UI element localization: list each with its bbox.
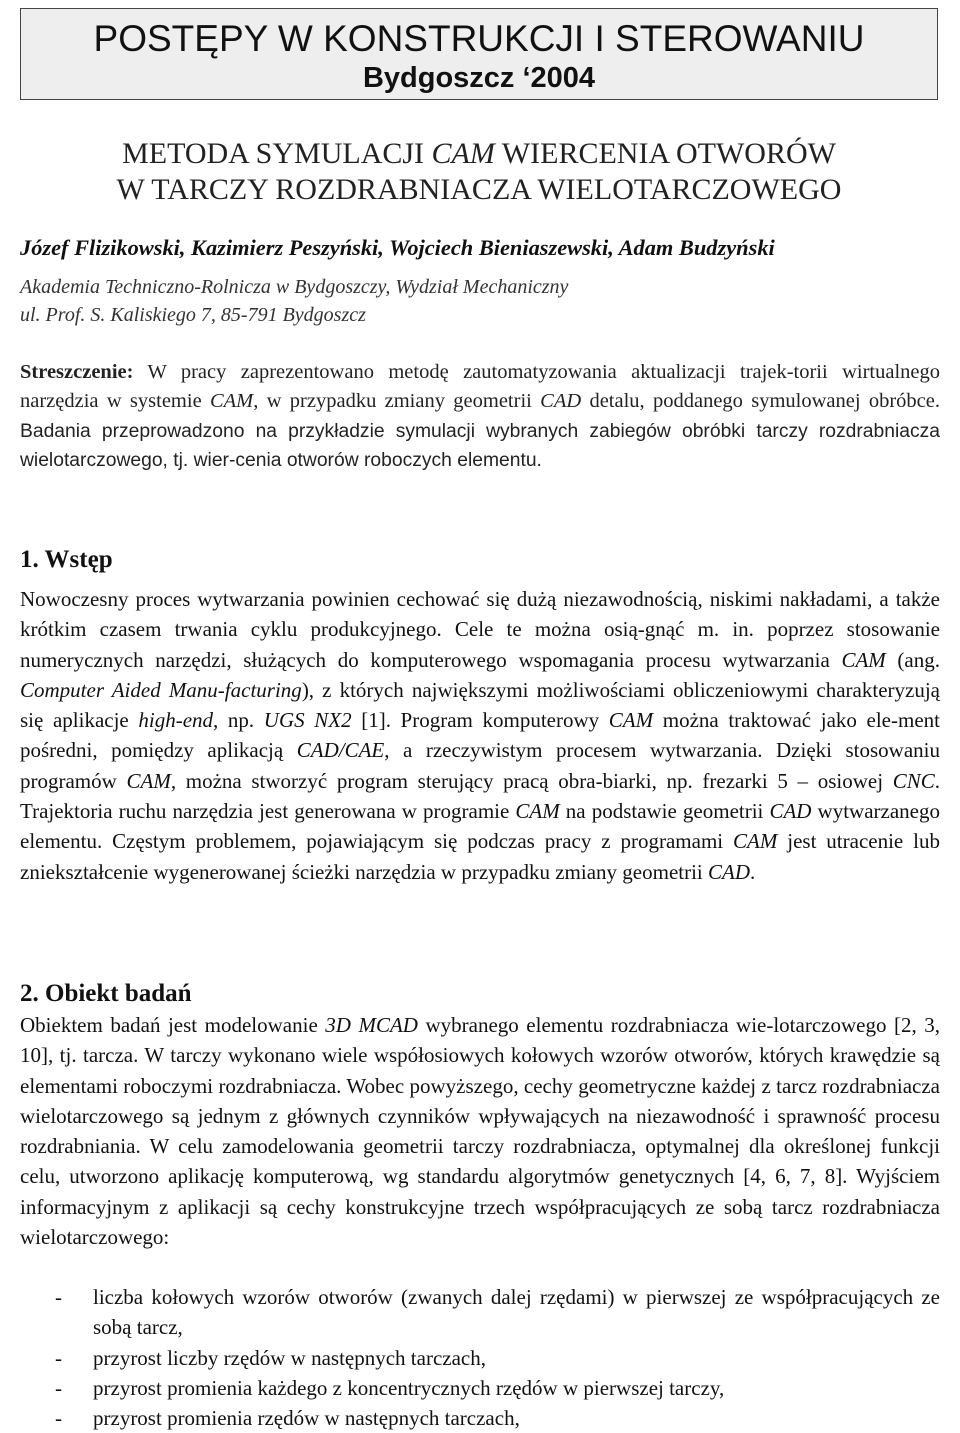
title-text: WIERCENIA OTWORÓW	[494, 137, 836, 170]
list-item	[20, 1343, 940, 1373]
body-term: high-end	[138, 708, 214, 733]
title-cam: CAM	[431, 137, 495, 170]
body-term: CAM	[126, 768, 171, 793]
body-term: CAD	[708, 859, 751, 884]
title-line-2: W TARCZY ROZDRABNIACZA WIELOTARCZOWEGO	[116, 173, 842, 206]
body-text: można traktować jako ele-ment pośredni, pomiędzy aplikacją	[20, 708, 940, 763]
body-text: jest utracenie lub zniekształcenie wygenerowanej ścieżki narzędzia w przypadku zmiany geometrii	[20, 829, 940, 884]
body-term: CNC	[892, 768, 935, 793]
list-dash: -	[55, 1375, 62, 1400]
abstract-cad: CAD	[540, 390, 582, 413]
section-2-heading: 2. Obiekt badań	[20, 980, 192, 1007]
list-item-text: przyrost promienia każdego z koncentrycznych rzędów w pierwszej tarczy,	[93, 1375, 725, 1400]
body-term: CAD	[769, 799, 812, 824]
list-dash: -	[55, 1406, 62, 1431]
body-text: , np.	[213, 708, 264, 733]
abstract-label: Streszczenie:	[20, 361, 134, 383]
conference-city-year: Bydgoszcz ‘2004	[362, 62, 596, 94]
affiliation-line-2: ul. Prof. S. Kaliskiego 7, 85-791 Bydgoszcz	[20, 304, 366, 326]
paper-title	[20, 136, 938, 208]
affiliation-line-1: Akademia Techniczno-Rolnicza w Bydgoszczy, Wydział Mechaniczny	[20, 276, 569, 298]
body-text: (ang.	[885, 647, 940, 672]
list-item	[20, 1373, 940, 1403]
list-dash: -	[55, 1345, 62, 1370]
authors: Józef Flizikowski, Kazimierz Peszyński, Wojciech Bieniaszewski, Adam Budzyński	[20, 235, 775, 260]
body-term: CAD/CAE	[296, 738, 385, 763]
list-item	[20, 1282, 940, 1343]
list-item-text: liczba kołowych wzorów otworów (zwanych dalej rzędami) w pierwszej ze współpracujących ze sobą tarcz,	[93, 1285, 940, 1340]
abstract	[20, 358, 940, 475]
list-dash: -	[55, 1285, 62, 1309]
body-text: Nowoczesny proces wytwarzania powinien cechować się dużą niezawodnością, niskimi nakładami, a także krótkim czasem trwania cyklu produkcyjnego. Cele te można osią-gnąć m. in. poprzez stosowanie numerycznych narzędzi, służących do komputerowego wspomagania procesu wytwarzania	[20, 587, 940, 672]
body-term: CAM	[733, 829, 778, 854]
body-text: .	[750, 859, 756, 884]
title-text: METODA SYMULACJI	[122, 137, 432, 170]
body-term: CAM	[515, 799, 560, 824]
conference-header	[20, 8, 938, 100]
list-item-text: przyrost liczby rzędów w następnych tarczach,	[93, 1345, 486, 1370]
body-text: [1]. Program komputerowy	[351, 708, 609, 733]
section-1-heading: 1. Wstęp	[20, 546, 113, 573]
body-term: CAM	[608, 708, 654, 733]
list-item-text: przyrost promienia rzędów w następnych tarczach,	[93, 1406, 520, 1431]
body-term: UGS NX2	[263, 708, 352, 733]
list-item	[20, 1403, 940, 1433]
section-1-body	[20, 584, 940, 887]
body-text: , a rzeczywistym procesem wytwarzania. Dzięki stosowaniu programów	[20, 738, 941, 793]
body-term: CAM	[841, 647, 886, 672]
abstract-cam: CAM	[209, 390, 254, 413]
body-text: . Trajektoria ruchu narzędzia jest generowana w programie	[20, 768, 940, 824]
body-term: Computer Aided Manu-facturing	[20, 677, 302, 702]
abstract-text: , w przypadku zmiany geometrii	[253, 390, 541, 413]
body-text: Obiektem badań jest modelowanie	[20, 1013, 326, 1037]
abstract-text: W pracy zaprezentowano metodę zautomatyzowania aktualizacji trajek-torii wirtualnego narzędzia w systemie	[20, 361, 940, 413]
title-line-1	[20, 136, 938, 172]
abstract-text: Badania przeprowadzono na przykładzie symulacji wybranych zabiegów obróbki tarczy rozdrabniacza wielotarczowego, tj. wier-cenia otworów roboczych elementu.	[20, 420, 940, 471]
body-text: , można stworzyć program sterujący pracą obra-biarki, np. frezarki 5 – osiowej	[170, 768, 893, 793]
body-term: 3D MCAD	[325, 1013, 418, 1037]
body-text: wybranego elementu rozdrabniacza wie-lotarczowego [2, 3, 10], tj. tarcza. W tarczy wykonano wiele współosiowych kołowych wzorów otworów, których krawędzie są elementami roboczymi rozdrabniacza. Wobec powyższego, cechy geometryczne każdej z tarcz rozdrabniacza wielotarczowego są jednym z głównych czynników wpływających na niezawodność i sprawność procesu rozdrabniania. W celu zamodelowania geometrii tarczy rozdrabniacza, optymalnej dla określonej funkcji celu, utworzono aplikację komputerową, wg standardu algorytmów genetycznych [4, 6, 7, 8]. Wyjściem informacyjnym z aplikacji są cechy konstrukcyjne trzech współpracujących ze sobą tarcz rozdrabniacza wielotarczowego:	[20, 1013, 940, 1250]
conference-name: POSTĘPY W KONSTRUKCJI I STEROWANIU	[93, 18, 865, 59]
body-text: wytwarzanego elementu. Częstym problemem, pojawiającym się podczas pracy z programami	[20, 799, 940, 854]
section-2-body	[20, 1010, 940, 1252]
abstract-text: detalu, poddanego symulowanej obróbce.	[581, 390, 940, 413]
body-text: na podstawie geometrii	[559, 799, 770, 824]
body-text: ), z których największymi możliwościami obliczeniowymi charakteryzują się aplikacje	[20, 677, 940, 733]
design-features-list	[20, 1282, 940, 1433]
